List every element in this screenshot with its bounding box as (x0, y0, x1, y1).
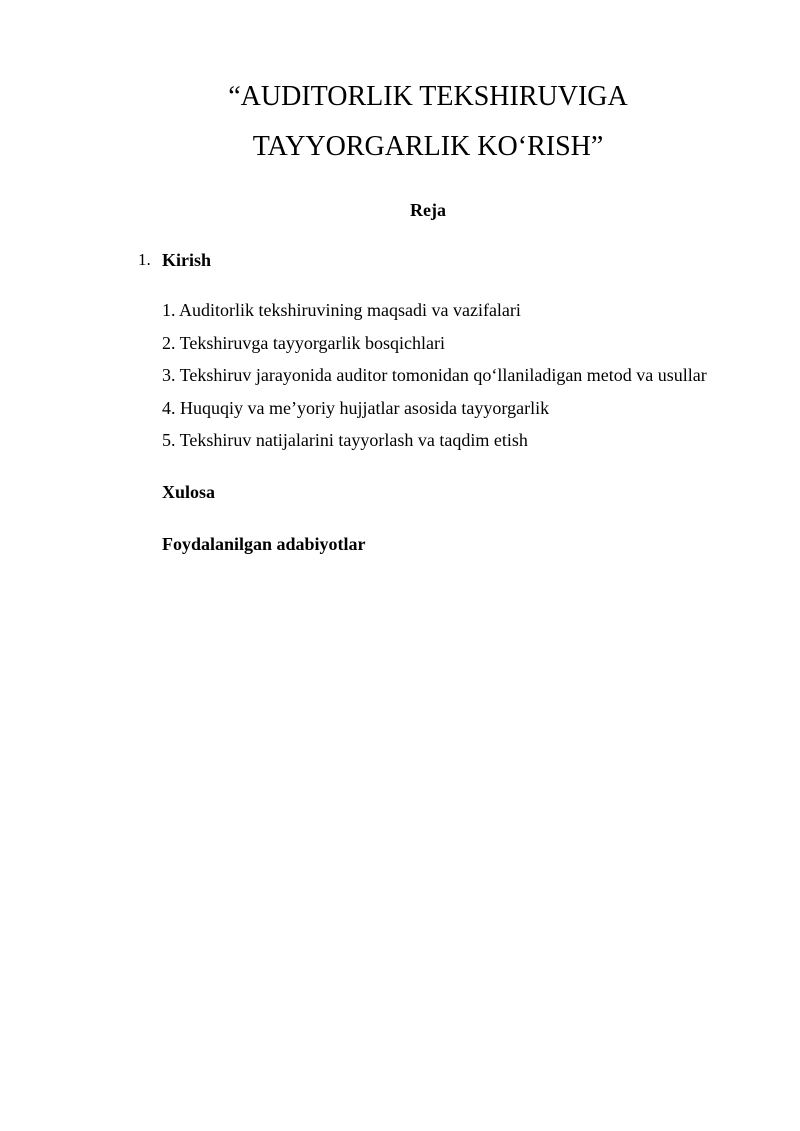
plan-item: 4. Huquqiy va me’yoriy hujjatlar asosida tayyorgarlik (162, 397, 550, 418)
plan-item: 2. Tekshiruvga tayyorgarlik bosqichlari (162, 332, 446, 353)
intro-number: 1. (138, 250, 151, 269)
references-heading: Foydalanilgan adabiyotlar (162, 534, 366, 554)
plan-item: 5. Tekshiruv natijalarini tayyorlash va taqdim etish (162, 430, 528, 450)
document-title-line-1: “AUDITORLIK TEKSHIRUVIGA (228, 81, 628, 112)
intro-heading: Kirish (162, 250, 212, 270)
plan-list (162, 299, 707, 462)
plan-heading: Reja (410, 200, 446, 220)
document-title-line-2: TAYYORGARLIK KO‘RISH” (252, 131, 604, 162)
conclusion-heading: Xulosa (162, 482, 216, 502)
plan-item: 1. Auditorlik tekshiruvining maqsadi va vazifalari (162, 300, 521, 320)
plan-item: 3. Tekshiruv jarayonida auditor tomonidan qo‘llaniladigan metod va usullar (162, 365, 707, 385)
